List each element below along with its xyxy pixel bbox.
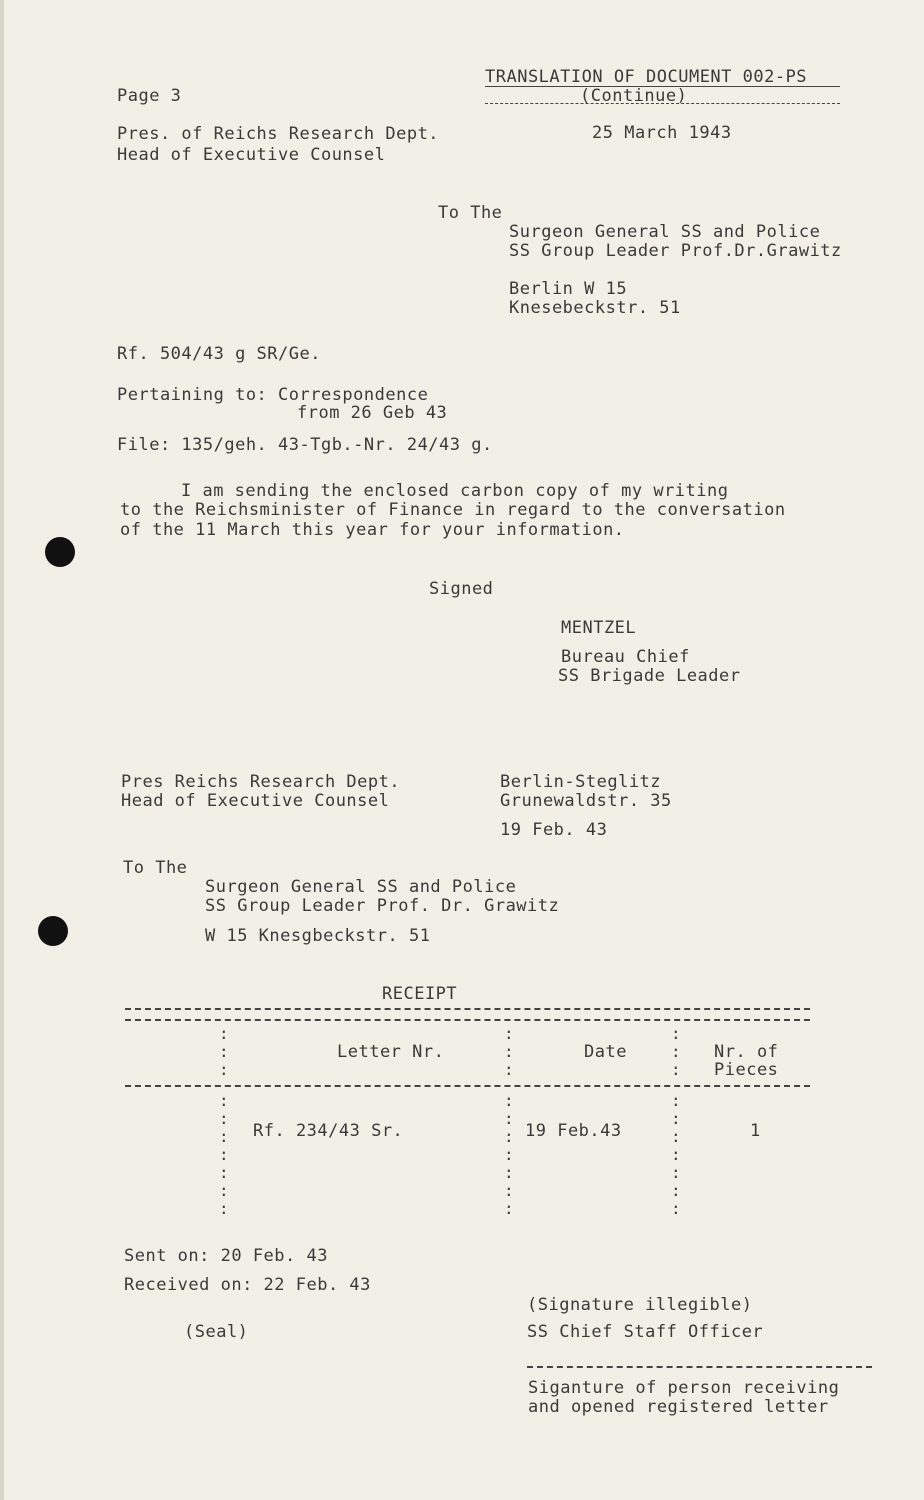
punch-hole-top (45, 537, 75, 567)
receipt-column-divider-3: : : : (671, 1024, 681, 1079)
receipt-column-divider-1: : : : (219, 1024, 229, 1079)
sender-line-2: Head of Executive Counsel (117, 145, 386, 165)
receiver-line-1: Siganture of person receiving (528, 1378, 840, 1398)
page-number: Page 3 (117, 86, 182, 106)
recipient-line-2: SS Group Leader Prof.Dr.Grawitz (509, 241, 842, 261)
body-line-3: of the 11 March this year for your information. (120, 520, 625, 540)
row-letter-nr: Rf. 234/43 Sr. (253, 1121, 404, 1141)
to-label: To The (438, 203, 503, 223)
signature-note: (Signature illegible) (527, 1295, 753, 1315)
continue-label: (Continue) (580, 86, 688, 106)
letter2-sender-line-2: Head of Executive Counsel (121, 791, 390, 811)
signature-title: SS Chief Staff Officer (527, 1322, 764, 1342)
receipt-rule-top-2 (125, 1019, 810, 1021)
continue-underline (485, 103, 840, 104)
recipient-line-1: Surgeon General SS and Police (509, 222, 821, 242)
column-header-letter-nr: Letter Nr. (337, 1042, 445, 1062)
signer-title-2: SS Brigade Leader (558, 666, 741, 686)
row-date: 19 Feb.43 (525, 1121, 622, 1141)
letter2-place-line-1: Berlin-Steglitz (500, 772, 662, 792)
column-header-pieces-line-1: Nr. of (714, 1042, 779, 1062)
reference-number: Rf. 504/43 g SR/Ge. (117, 344, 321, 364)
receipt-header-rule (125, 1085, 810, 1087)
receipt-row-divider-2: : : : : : : : (504, 1091, 514, 1218)
receiver-signature-line (527, 1366, 872, 1368)
punch-hole-bottom (38, 916, 68, 946)
receipt-rule-top-1 (125, 1008, 810, 1010)
translation-title: TRANSLATION OF DOCUMENT 002-PS (485, 67, 808, 87)
signer-name: MENTZEL (561, 618, 637, 638)
row-pieces: 1 (750, 1121, 761, 1141)
letter2-address: W 15 Knesgbeckstr. 51 (205, 926, 431, 946)
received-on: Received on: 22 Feb. 43 (124, 1275, 371, 1295)
letter-date: 25 March 1943 (592, 123, 732, 143)
address-line-1: Berlin W 15 (509, 279, 628, 299)
letter2-recipient-line-2: SS Group Leader Prof. Dr. Grawitz (205, 896, 560, 916)
file-number: File: 135/geh. 43-Tgb.-Nr. 24/43 g. (117, 435, 493, 455)
seal-label: (Seal) (184, 1322, 249, 1342)
letter2-sender-line-1: Pres Reichs Research Dept. (121, 772, 401, 792)
pertaining-line-1: Pertaining to: Correspondence (117, 385, 429, 405)
receipt-row-divider-1: : : : : : : : (219, 1091, 229, 1218)
sender-line-1: Pres. of Reichs Research Dept. (117, 124, 440, 144)
receipt-column-divider-2: : : : (504, 1024, 514, 1079)
column-header-date: Date (584, 1042, 627, 1062)
sent-on: Sent on: 20 Feb. 43 (124, 1246, 328, 1266)
letter2-place-line-2: Grunewaldstr. 35 (500, 791, 672, 811)
pertaining-line-2: from 26 Geb 43 (297, 403, 448, 423)
receipt-row-divider-3: : : : : : : : (671, 1091, 681, 1218)
body-line-2: to the Reichsminister of Finance in regard to the conversation (120, 500, 786, 520)
letter2-recipient-line-1: Surgeon General SS and Police (205, 877, 517, 897)
page-edge-shadow (0, 0, 4, 1500)
letter2-date: 19 Feb. 43 (500, 820, 608, 840)
letter2-to-label: To The (123, 858, 188, 878)
signed-label: Signed (429, 579, 494, 599)
address-line-2: Knesebeckstr. 51 (509, 298, 681, 318)
receipt-title: RECEIPT (382, 984, 458, 1004)
column-header-pieces-line-2: Pieces (714, 1060, 779, 1080)
receiver-line-2: and opened registered letter (528, 1397, 829, 1417)
signer-title-1: Bureau Chief (561, 647, 690, 667)
body-line-1: I am sending the enclosed carbon copy of my writing (181, 481, 729, 501)
